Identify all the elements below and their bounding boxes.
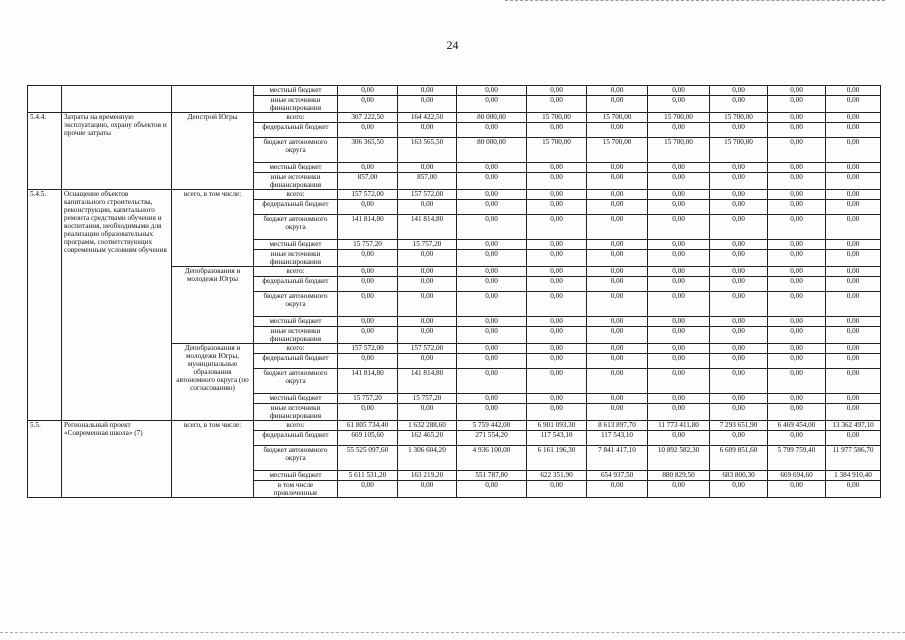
amount-cell: 0,00 — [587, 86, 648, 96]
executor-cell: всего, в том числе: — [172, 421, 254, 498]
amount-cell: 0,00 — [710, 215, 768, 240]
amount-cell: 0,00 — [587, 215, 648, 240]
amount-cell: 0,00 — [768, 250, 826, 267]
amount-cell: 15 757,20 — [338, 240, 398, 250]
funding-source-cell: федеральный бюджет — [254, 431, 338, 446]
amount-cell: 7 841 417,10 — [587, 446, 648, 471]
funding-source-cell: бюджет автономного округа — [254, 138, 338, 163]
funding-source-cell: федеральный бюджет — [254, 123, 338, 138]
amount-cell: 5 759 442,00 — [457, 421, 527, 431]
amount-cell: 0,00 — [648, 354, 710, 369]
amount-cell: 0,00 — [768, 86, 826, 96]
amount-cell: 0,00 — [527, 96, 587, 113]
amount-cell: 0,00 — [398, 250, 457, 267]
amount-cell: 0,00 — [527, 327, 587, 344]
amount-cell: 0,00 — [527, 394, 587, 404]
amount-cell: 0,00 — [826, 317, 881, 327]
amount-cell: 0,00 — [457, 354, 527, 369]
amount-cell: 307 222,50 — [338, 113, 398, 123]
amount-cell: 880 829,50 — [648, 471, 710, 481]
amount-cell: 0,00 — [587, 240, 648, 250]
amount-cell: 0,00 — [338, 292, 398, 317]
amount-cell: 0,00 — [648, 86, 710, 96]
amount-cell: 0,00 — [826, 354, 881, 369]
amount-cell: 0,00 — [768, 123, 826, 138]
amount-cell: 117 543,10 — [587, 431, 648, 446]
amount-cell: 0,00 — [587, 277, 648, 292]
amount-cell: 0,00 — [527, 250, 587, 267]
amount-cell: 0,00 — [527, 200, 587, 215]
amount-cell: 15 700,00 — [587, 113, 648, 123]
amount-cell: 0,00 — [527, 317, 587, 327]
amount-cell: 271 554,20 — [457, 431, 527, 446]
amount-cell: 15 700,00 — [710, 138, 768, 163]
funding-source-cell: местный бюджет — [254, 317, 338, 327]
amount-cell: 0,00 — [398, 96, 457, 113]
amount-cell: 0,00 — [527, 240, 587, 250]
amount-cell: 0,00 — [710, 163, 768, 173]
amount-cell: 0,00 — [768, 240, 826, 250]
amount-cell: 0,00 — [710, 354, 768, 369]
amount-cell: 0,00 — [527, 354, 587, 369]
amount-cell: 0,00 — [710, 327, 768, 344]
amount-cell: 0,00 — [768, 354, 826, 369]
funding-source-cell: всего: — [254, 267, 338, 277]
amount-cell: 15 700,00 — [648, 113, 710, 123]
amount-cell: 0,00 — [527, 163, 587, 173]
amount-cell: 157 572,00 — [398, 344, 457, 354]
amount-cell: 0,00 — [398, 267, 457, 277]
amount-cell: 0,00 — [587, 123, 648, 138]
amount-cell: 0,00 — [338, 317, 398, 327]
amount-cell: 0,00 — [648, 431, 710, 446]
amount-cell: 0,00 — [826, 431, 881, 446]
amount-cell: 0,00 — [710, 200, 768, 215]
amount-cell: 0,00 — [527, 369, 587, 394]
amount-cell: 0,00 — [587, 369, 648, 394]
amount-cell: 0,00 — [587, 250, 648, 267]
amount-cell: 0,00 — [768, 200, 826, 215]
amount-cell: 0,00 — [710, 267, 768, 277]
amount-cell: 0,00 — [457, 327, 527, 344]
amount-cell: 15 757,20 — [338, 394, 398, 404]
amount-cell: 0,00 — [587, 190, 648, 200]
amount-cell: 0,00 — [527, 344, 587, 354]
amount-cell: 0,00 — [710, 317, 768, 327]
amount-cell: 0,00 — [527, 404, 587, 421]
funding-source-cell: бюджет автономного округа — [254, 369, 338, 394]
amount-cell: 0,00 — [768, 404, 826, 421]
amount-cell: 0,00 — [826, 163, 881, 173]
amount-cell: 0,00 — [768, 267, 826, 277]
amount-cell: 0,00 — [398, 354, 457, 369]
amount-cell: 0,00 — [826, 200, 881, 215]
funding-source-cell: федеральный бюджет — [254, 354, 338, 369]
amount-cell: 0,00 — [710, 240, 768, 250]
amount-cell: 0,00 — [587, 163, 648, 173]
amount-cell: 5 611 531,20 — [338, 471, 398, 481]
amount-cell: 0,00 — [826, 344, 881, 354]
amount-cell: 157 572,00 — [398, 190, 457, 200]
table-row — [28, 86, 881, 96]
amount-cell: 0,00 — [826, 138, 881, 163]
amount-cell: 6 609 851,60 — [710, 446, 768, 471]
amount-cell: 0,00 — [710, 404, 768, 421]
amount-cell: 0,00 — [587, 404, 648, 421]
amount-cell: 0,00 — [768, 163, 826, 173]
amount-cell: 8 613 897,70 — [587, 421, 648, 431]
amount-cell: 0,00 — [768, 173, 826, 190]
executor-cell: Депобразования и молодежи Югры, муниципальные образования автономного округа (по согласованию) — [172, 344, 254, 421]
scan-edge-top — [505, 0, 885, 2]
amount-cell: 0,00 — [826, 86, 881, 96]
amount-cell: 141 814,80 — [398, 369, 457, 394]
amount-cell: 0,00 — [648, 190, 710, 200]
amount-cell: 0,00 — [710, 394, 768, 404]
item-number-cell: 5.4.4. — [28, 113, 62, 190]
amount-cell: 0,00 — [527, 292, 587, 317]
executor-cell — [172, 86, 254, 113]
amount-cell: 0,00 — [826, 369, 881, 394]
amount-cell: 669 694,60 — [768, 471, 826, 481]
amount-cell: 0,00 — [587, 354, 648, 369]
amount-cell: 0,00 — [457, 277, 527, 292]
amount-cell: 0,00 — [648, 481, 710, 498]
amount-cell: 15 757,20 — [398, 240, 457, 250]
funding-source-cell: всего: — [254, 344, 338, 354]
amount-cell: 163 565,50 — [398, 138, 457, 163]
amount-cell: 7 293 651,90 — [710, 421, 768, 431]
amount-cell: 0,00 — [826, 173, 881, 190]
amount-cell: 0,00 — [527, 123, 587, 138]
amount-cell: 0,00 — [587, 327, 648, 344]
table-row — [28, 113, 881, 123]
funding-source-cell: местный бюджет — [254, 394, 338, 404]
amount-cell: 0,00 — [338, 250, 398, 267]
funding-source-cell: иные источники финансирования — [254, 404, 338, 421]
amount-cell: 0,00 — [768, 138, 826, 163]
amount-cell: 683 800,30 — [710, 471, 768, 481]
funding-source-cell: всего: — [254, 421, 338, 431]
amount-cell: 0,00 — [338, 481, 398, 498]
amount-cell: 15 700,00 — [527, 138, 587, 163]
amount-cell: 0,00 — [648, 163, 710, 173]
amount-cell: 0,00 — [587, 481, 648, 498]
executor-cell: Депстрой Югры — [172, 113, 254, 190]
item-name-cell: Оснащение объектов капитального строительства, реконструкции, капитального ремонта средствами обучения и воспитания, необходимыми для реализации образовательных программ, соответствующих современным условиям обучения — [62, 190, 172, 421]
amount-cell: 0,00 — [527, 277, 587, 292]
item-number-cell: 5.4.5. — [28, 190, 62, 421]
amount-cell: 0,00 — [338, 86, 398, 96]
amount-cell: 0,00 — [768, 113, 826, 123]
amount-cell: 0,00 — [338, 163, 398, 173]
amount-cell: 0,00 — [826, 123, 881, 138]
amount-cell: 0,00 — [457, 481, 527, 498]
amount-cell: 0,00 — [648, 404, 710, 421]
amount-cell: 0,00 — [587, 344, 648, 354]
amount-cell: 0,00 — [457, 123, 527, 138]
amount-cell: 0,00 — [398, 327, 457, 344]
amount-cell: 0,00 — [587, 292, 648, 317]
funding-source-cell: иные источники финансирования — [254, 96, 338, 113]
amount-cell: 0,00 — [457, 250, 527, 267]
amount-cell: 0,00 — [826, 292, 881, 317]
amount-cell: 0,00 — [768, 344, 826, 354]
amount-cell: 669 105,60 — [338, 431, 398, 446]
amount-cell: 0,00 — [457, 173, 527, 190]
amount-cell: 0,00 — [457, 267, 527, 277]
item-name-cell — [62, 86, 172, 113]
amount-cell: 0,00 — [338, 354, 398, 369]
amount-cell: 857,00 — [398, 173, 457, 190]
amount-cell: 0,00 — [826, 277, 881, 292]
amount-cell: 15 757,20 — [398, 394, 457, 404]
amount-cell: 0,00 — [398, 163, 457, 173]
amount-cell: 622 351,90 — [527, 471, 587, 481]
amount-cell: 0,00 — [710, 481, 768, 498]
item-name-cell: Региональный проект «Современная школа» (7) — [62, 421, 172, 498]
amount-cell: 0,00 — [648, 215, 710, 240]
amount-cell: 654 937,50 — [587, 471, 648, 481]
amount-cell: 6 469 454,00 — [768, 421, 826, 431]
amount-cell: 117 543,10 — [527, 431, 587, 446]
amount-cell: 157 572,00 — [338, 190, 398, 200]
amount-cell: 0,00 — [527, 190, 587, 200]
amount-cell: 0,00 — [398, 404, 457, 421]
amount-cell: 0,00 — [768, 481, 826, 498]
amount-cell: 0,00 — [398, 200, 457, 215]
amount-cell: 0,00 — [648, 173, 710, 190]
amount-cell: 11 977 586,70 — [826, 446, 881, 471]
amount-cell: 0,00 — [457, 369, 527, 394]
amount-cell: 0,00 — [338, 327, 398, 344]
amount-cell: 80 000,00 — [457, 113, 527, 123]
amount-cell: 0,00 — [338, 404, 398, 421]
amount-cell: 0,00 — [826, 215, 881, 240]
amount-cell: 0,00 — [648, 292, 710, 317]
amount-cell: 0,00 — [648, 240, 710, 250]
amount-cell: 0,00 — [587, 394, 648, 404]
amount-cell: 0,00 — [338, 96, 398, 113]
amount-cell: 0,00 — [457, 86, 527, 96]
amount-cell: 6 901 093,30 — [527, 421, 587, 431]
funding-source-cell: местный бюджет — [254, 240, 338, 250]
amount-cell: 0,00 — [768, 317, 826, 327]
funding-source-cell: федеральный бюджет — [254, 277, 338, 292]
amount-cell: 0,00 — [710, 86, 768, 96]
amount-cell: 1 632 288,60 — [398, 421, 457, 431]
amount-cell: 0,00 — [648, 344, 710, 354]
funding-source-cell: всего: — [254, 113, 338, 123]
amount-cell: 0,00 — [710, 250, 768, 267]
executor-cell: всего, в том числе: — [172, 190, 254, 267]
amount-cell: 0,00 — [338, 123, 398, 138]
amount-cell: 0,00 — [768, 431, 826, 446]
amount-cell: 55 525 097,60 — [338, 446, 398, 471]
amount-cell: 0,00 — [527, 481, 587, 498]
amount-cell: 15 700,00 — [648, 138, 710, 163]
amount-cell: 306 365,50 — [338, 138, 398, 163]
amount-cell: 551 787,80 — [457, 471, 527, 481]
amount-cell: 0,00 — [826, 113, 881, 123]
scan-edge-bottom — [0, 632, 905, 634]
amount-cell: 0,00 — [398, 277, 457, 292]
amount-cell: 0,00 — [710, 173, 768, 190]
amount-cell: 5 799 759,40 — [768, 446, 826, 471]
amount-cell: 0,00 — [457, 200, 527, 215]
executor-cell: Депобразования и молодежи Югры — [172, 267, 254, 344]
amount-cell: 10 892 582,30 — [648, 446, 710, 471]
amount-cell: 0,00 — [826, 250, 881, 267]
item-number-cell — [28, 86, 62, 113]
amount-cell: 0,00 — [826, 240, 881, 250]
amount-cell: 0,00 — [338, 267, 398, 277]
amount-cell: 0,00 — [826, 394, 881, 404]
page-number: 24 — [446, 38, 459, 52]
amount-cell: 0,00 — [648, 250, 710, 267]
amount-cell: 0,00 — [710, 277, 768, 292]
amount-cell: 0,00 — [768, 327, 826, 344]
funding-source-cell: в том числе привлеченные — [254, 481, 338, 498]
amount-cell: 0,00 — [710, 123, 768, 138]
amount-cell: 0,00 — [768, 394, 826, 404]
amount-cell: 857,00 — [338, 173, 398, 190]
amount-cell: 0,00 — [587, 173, 648, 190]
amount-cell: 0,00 — [338, 200, 398, 215]
amount-cell: 0,00 — [710, 190, 768, 200]
amount-cell: 0,00 — [587, 317, 648, 327]
amount-cell: 141 814,80 — [398, 215, 457, 240]
amount-cell: 163 219,20 — [398, 471, 457, 481]
amount-cell: 0,00 — [826, 96, 881, 113]
amount-cell: 0,00 — [398, 292, 457, 317]
funding-source-cell: местный бюджет — [254, 163, 338, 173]
amount-cell: 0,00 — [587, 200, 648, 215]
funding-source-cell: иные источники финансирования — [254, 327, 338, 344]
amount-cell: 0,00 — [768, 215, 826, 240]
table-row — [28, 421, 881, 431]
amount-cell: 11 773 411,80 — [648, 421, 710, 431]
amount-cell: 0,00 — [457, 215, 527, 240]
amount-cell: 157 572,00 — [338, 344, 398, 354]
amount-cell: 0,00 — [587, 96, 648, 113]
item-number-cell: 5.5. — [28, 421, 62, 498]
table-row — [28, 190, 881, 200]
amount-cell: 0,00 — [768, 292, 826, 317]
amount-cell: 15 700,00 — [527, 113, 587, 123]
amount-cell: 0,00 — [648, 327, 710, 344]
amount-cell: 0,00 — [826, 481, 881, 498]
amount-cell: 0,00 — [527, 86, 587, 96]
amount-cell: 0,00 — [826, 190, 881, 200]
funding-source-cell: бюджет автономного округа — [254, 215, 338, 240]
funding-source-cell: местный бюджет — [254, 471, 338, 481]
amount-cell: 0,00 — [648, 317, 710, 327]
amount-cell: 13 362 497,10 — [826, 421, 881, 431]
amount-cell: 0,00 — [826, 327, 881, 344]
amount-cell: 15 700,00 — [710, 113, 768, 123]
amount-cell: 0,00 — [527, 267, 587, 277]
amount-cell: 141 814,80 — [338, 215, 398, 240]
amount-cell: 0,00 — [398, 317, 457, 327]
funding-source-cell: федеральный бюджет — [254, 200, 338, 215]
amount-cell: 0,00 — [457, 317, 527, 327]
funding-source-cell: всего: — [254, 190, 338, 200]
amount-cell: 6 161 196,30 — [527, 446, 587, 471]
funding-source-cell: бюджет автономного округа — [254, 292, 338, 317]
funding-source-cell: местный бюджет — [254, 86, 338, 96]
amount-cell: 0,00 — [648, 369, 710, 394]
amount-cell: 4 936 100,00 — [457, 446, 527, 471]
amount-cell: 0,00 — [768, 369, 826, 394]
amount-cell: 0,00 — [457, 344, 527, 354]
amount-cell: 0,00 — [587, 267, 648, 277]
amount-cell: 0,00 — [648, 267, 710, 277]
budget-table — [27, 85, 881, 498]
amount-cell: 0,00 — [710, 369, 768, 394]
amount-cell: 141 814,80 — [338, 369, 398, 394]
amount-cell: 0,00 — [457, 404, 527, 421]
amount-cell: 61 805 734,40 — [338, 421, 398, 431]
amount-cell: 0,00 — [457, 292, 527, 317]
amount-cell: 0,00 — [648, 277, 710, 292]
amount-cell: 0,00 — [457, 394, 527, 404]
amount-cell: 0,00 — [527, 173, 587, 190]
amount-cell: 0,00 — [710, 431, 768, 446]
amount-cell: 0,00 — [768, 277, 826, 292]
amount-cell: 0,00 — [826, 404, 881, 421]
amount-cell: 0,00 — [457, 190, 527, 200]
funding-source-cell: иные источники финансирования — [254, 250, 338, 267]
amount-cell: 0,00 — [457, 96, 527, 113]
amount-cell: 0,00 — [648, 200, 710, 215]
item-name-cell: Затраты на временную эксплуатацию, охрану объектов и прочие затраты — [62, 113, 172, 190]
amount-cell: 1 384 910,40 — [826, 471, 881, 481]
amount-cell: 0,00 — [648, 96, 710, 113]
amount-cell: 0,00 — [457, 240, 527, 250]
funding-source-cell: иные источники финансирования — [254, 173, 338, 190]
amount-cell: 0,00 — [398, 481, 457, 498]
amount-cell: 0,00 — [768, 96, 826, 113]
amount-cell: 0,00 — [338, 277, 398, 292]
amount-cell: 0,00 — [457, 163, 527, 173]
amount-cell: 0,00 — [710, 292, 768, 317]
amount-cell: 164 422,50 — [398, 113, 457, 123]
amount-cell: 0,00 — [398, 86, 457, 96]
amount-cell: 1 306 604,20 — [398, 446, 457, 471]
amount-cell: 0,00 — [648, 123, 710, 138]
amount-cell: 0,00 — [398, 123, 457, 138]
amount-cell: 0,00 — [648, 394, 710, 404]
amount-cell: 0,00 — [527, 215, 587, 240]
funding-source-cell: бюджет автономного округа — [254, 446, 338, 471]
amount-cell: 0,00 — [710, 344, 768, 354]
amount-cell: 0,00 — [826, 267, 881, 277]
amount-cell: 80 000,00 — [457, 138, 527, 163]
amount-cell: 15 700,00 — [587, 138, 648, 163]
amount-cell: 162 465,20 — [398, 431, 457, 446]
amount-cell: 0,00 — [710, 96, 768, 113]
amount-cell: 0,00 — [768, 190, 826, 200]
